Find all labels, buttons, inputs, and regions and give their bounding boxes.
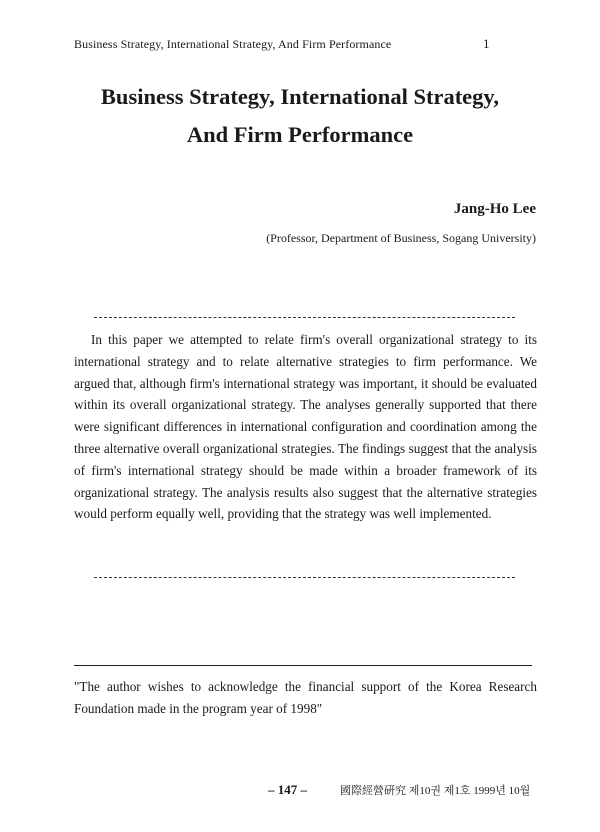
author-name: Jang-Ho Lee <box>453 201 536 217</box>
author-affiliation: (Professor, Department of Business, Sogang University) <box>266 231 536 245</box>
paper-title <box>40 78 560 154</box>
footnote-rule <box>74 665 532 666</box>
footer-page-number: – 147 – <box>268 782 307 797</box>
paper-title-line-1: Business Strategy, International Strategy, <box>100 84 500 109</box>
running-header-title: Business Strategy, International Strategy, And Firm Performance <box>74 37 392 51</box>
abstract-top-divider <box>94 317 515 318</box>
abstract-text: In this paper we attempted to relate firm's overall organizational strategy to its international strategy and to relate alternative strategies to firm performance. We argued that, although firm's international strategy was important, it should be evaluated within its overall organizational strategy. The analyses generally supported that there were significant differences in international configuration and coordination among the three alternative overall organizational strategies. The findings suggest that the analysis of firm's international strategy should be made within a broader framework of its organizational strategy. The analysis results also suggest that the alternative strategies would perform equally well, providing that the strategy was well implemented. <box>74 332 537 522</box>
page-footer <box>268 782 530 798</box>
footer-journal-citation: 國際經營硏究 제10권 제1호 1999년 10월 <box>340 785 531 797</box>
header-page-number: 1 <box>483 36 490 51</box>
paper-title-line-2: And Firm Performance <box>186 122 414 147</box>
footnote-text: "The author wishes to acknowledge the financial support of the Korea Research Foundation made in the program year of 1998" <box>74 679 537 716</box>
abstract-bottom-divider <box>94 577 515 578</box>
